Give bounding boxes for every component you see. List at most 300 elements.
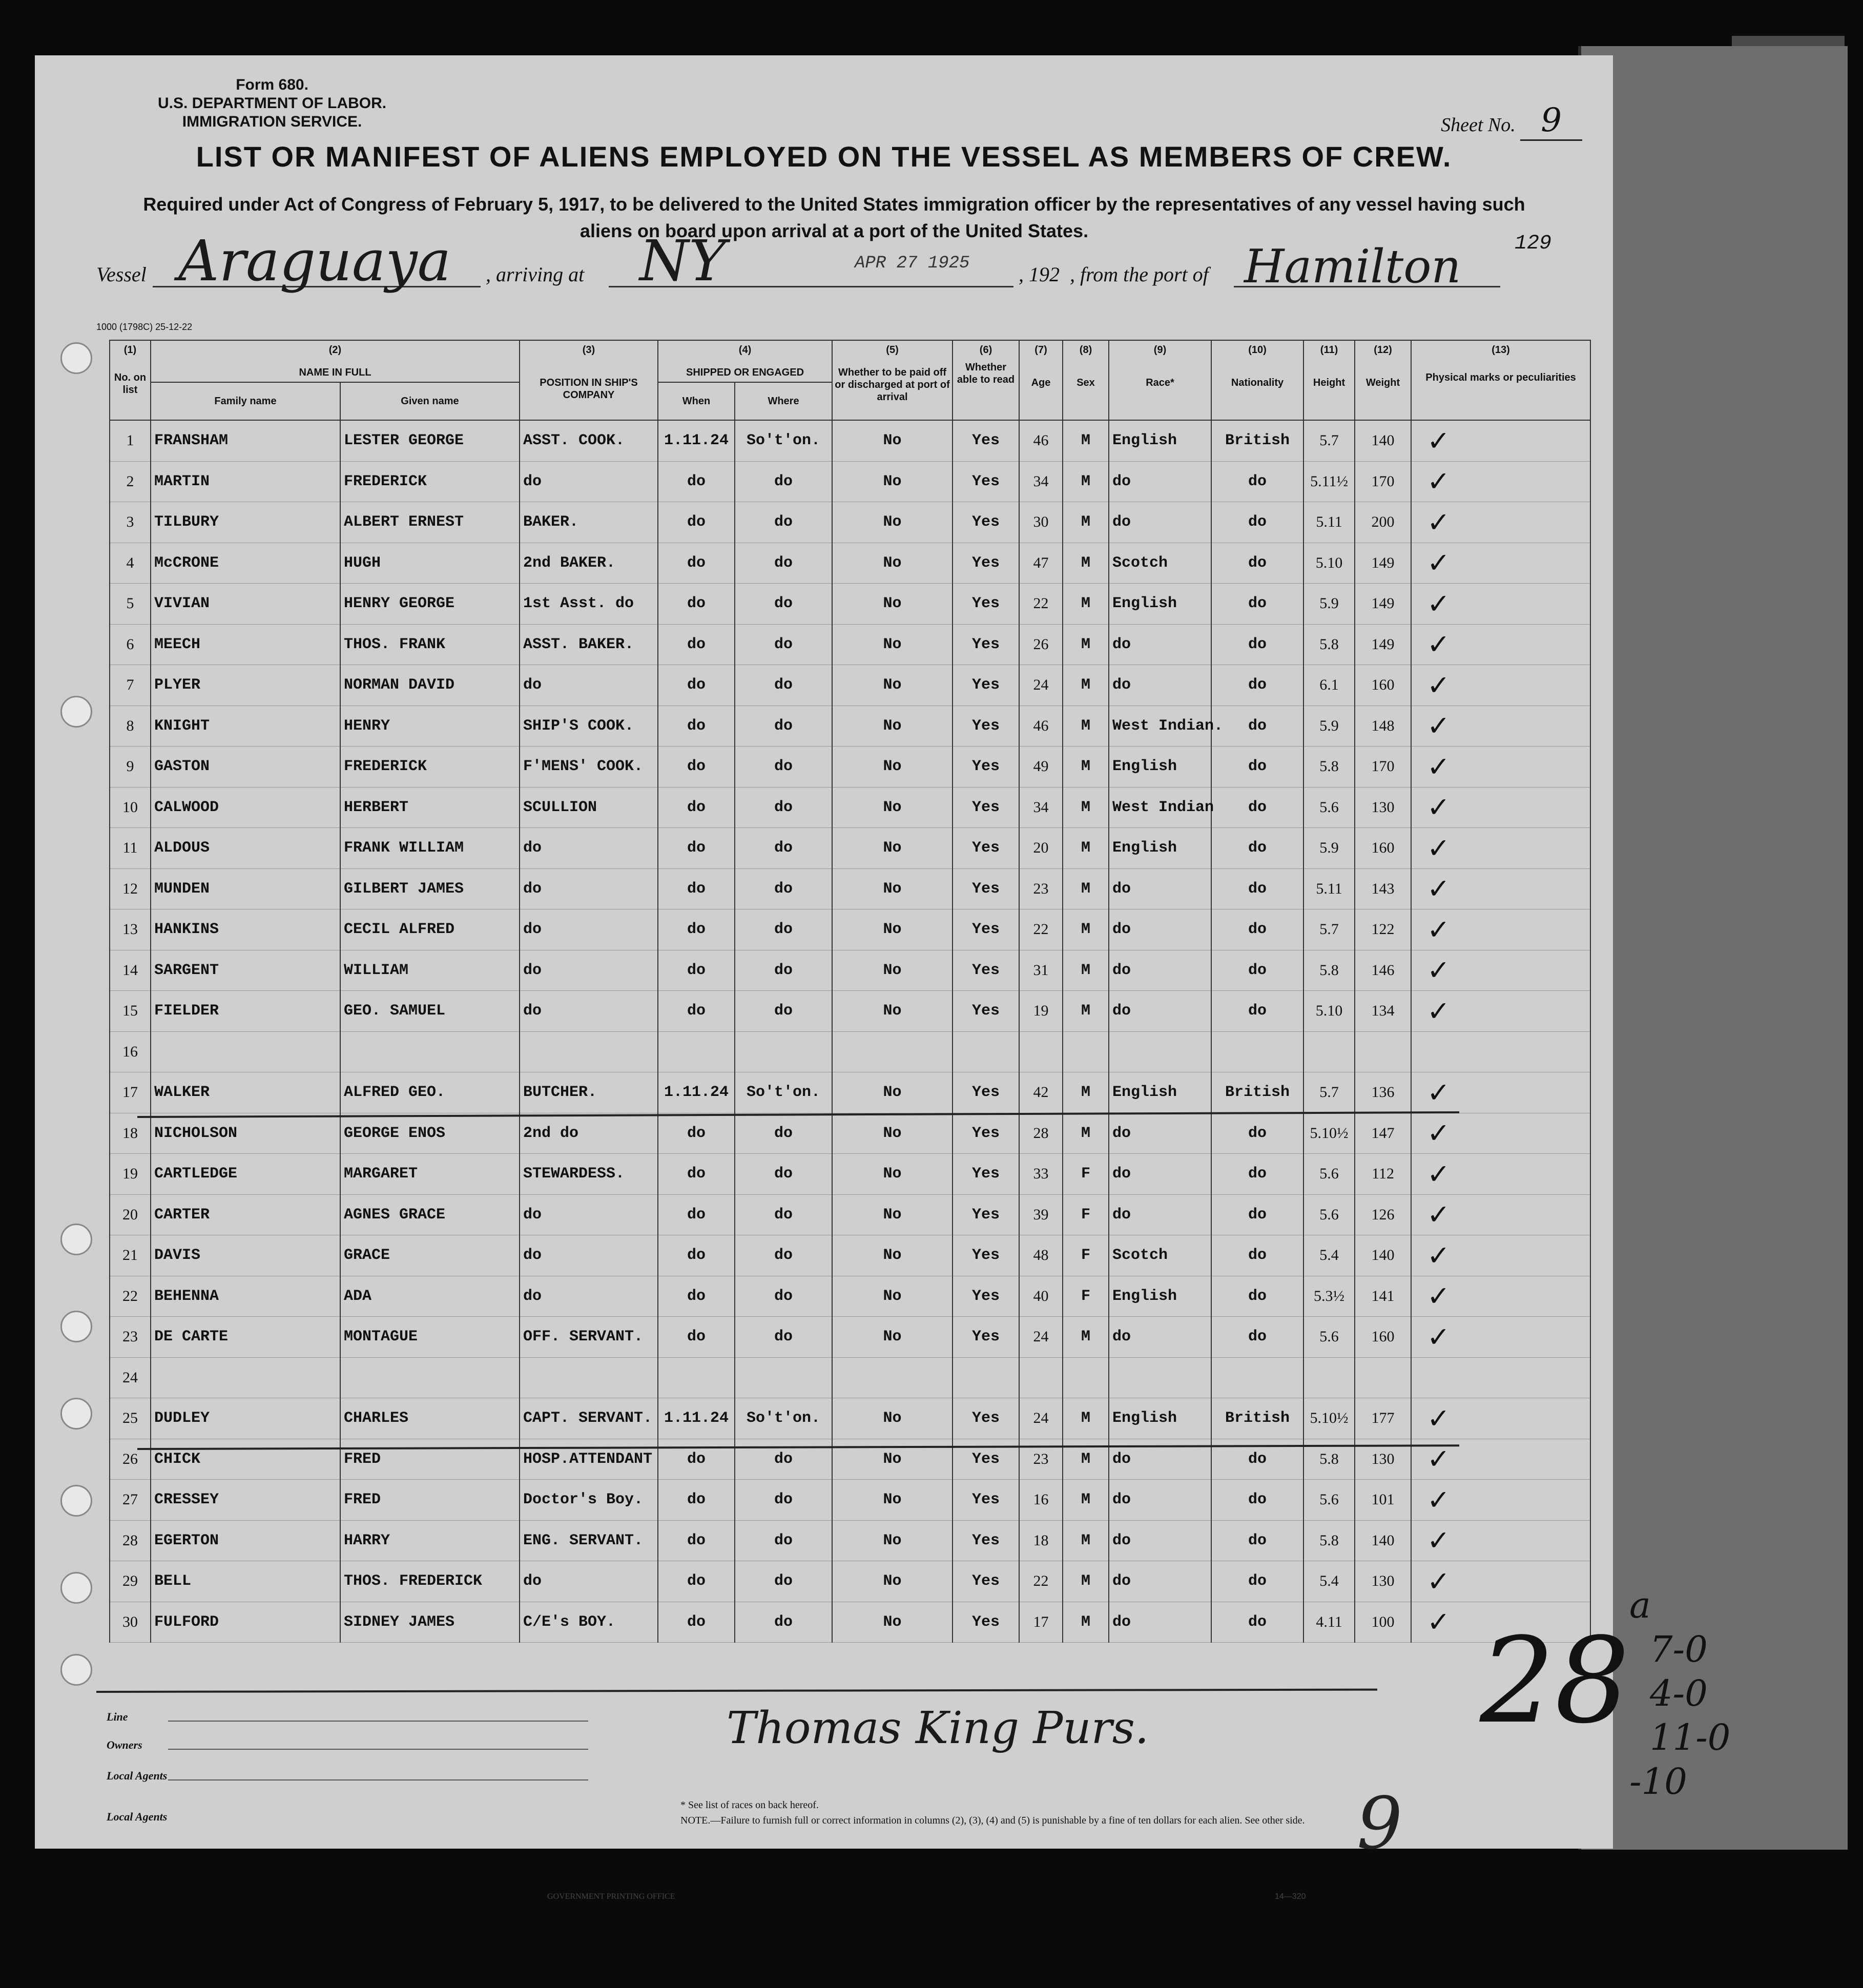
- table-row: [110, 950, 1590, 991]
- physical-marks-cell: ✓: [1411, 584, 1590, 625]
- position-cell: SCULLION: [520, 787, 658, 828]
- shipped-where-cell: So't'on.: [735, 420, 832, 461]
- physical-marks-cell: ✓: [1411, 950, 1590, 991]
- table-row: [110, 991, 1590, 1032]
- given-name-cell: THOS. FREDERICK: [340, 1561, 520, 1602]
- position-cell: SHIP'S COOK.: [520, 706, 658, 747]
- paid-off-cell: No: [832, 1072, 953, 1113]
- paid-off-cell: No: [832, 1439, 953, 1480]
- given-name-cell: ADA: [340, 1276, 520, 1317]
- from-port: Hamilton: [1244, 240, 1461, 294]
- end-of-list-line: [96, 1689, 1377, 1693]
- physical-marks-cell: ✓: [1411, 991, 1590, 1032]
- weight-cell: 160: [1355, 828, 1411, 869]
- sex-cell: M: [1063, 420, 1109, 461]
- position-cell: do: [520, 950, 658, 991]
- shipped-when-cell: do: [658, 1561, 735, 1602]
- physical-marks-cell: ✓: [1411, 706, 1590, 747]
- shipped-when-cell: do: [658, 747, 735, 788]
- shipped-when-cell: do: [658, 665, 735, 706]
- race-cell: Scotch: [1109, 543, 1211, 584]
- family-name-cell: MUNDEN: [151, 868, 340, 909]
- weight-cell: 134: [1355, 991, 1411, 1032]
- weight-cell: 149: [1355, 543, 1411, 584]
- able-to-read-cell: Yes: [953, 991, 1019, 1032]
- age-cell: 48: [1019, 1235, 1063, 1276]
- race-cell: do: [1109, 991, 1211, 1032]
- able-to-read-cell: Yes: [953, 950, 1019, 991]
- height-cell: 5.11: [1303, 502, 1355, 543]
- paid-off-cell: [832, 1031, 953, 1072]
- race-cell: [1109, 1357, 1211, 1398]
- shipped-when-cell: do: [658, 828, 735, 869]
- form-number: Form 680.: [236, 76, 308, 93]
- position-cell: do: [520, 1561, 658, 1602]
- race-cell: English: [1109, 1072, 1211, 1113]
- age-cell: 40: [1019, 1276, 1063, 1317]
- shipped-where-cell: do: [735, 1113, 832, 1154]
- given-name-cell: CHARLES: [340, 1398, 520, 1439]
- physical-marks-cell: ✓: [1411, 828, 1590, 869]
- races-note: * See list of races on back hereof.: [680, 1799, 819, 1811]
- shipped-when-cell: do: [658, 1439, 735, 1480]
- table-row: [110, 828, 1590, 869]
- paid-off-cell: No: [832, 543, 953, 584]
- paid-off-cell: No: [832, 991, 953, 1032]
- position-cell: F'MENS' COOK.: [520, 747, 658, 788]
- sex-cell: F: [1063, 1194, 1109, 1235]
- weight-cell: 160: [1355, 1317, 1411, 1358]
- shipped-when-cell: do: [658, 1520, 735, 1561]
- weight-cell: 126: [1355, 1194, 1411, 1235]
- shipped-where-cell: do: [735, 1276, 832, 1317]
- family-name-cell: CRESSEY: [151, 1480, 340, 1521]
- physical-marks-cell: ✓: [1411, 1276, 1590, 1317]
- table-row: [110, 787, 1590, 828]
- punch-hole: [60, 1398, 92, 1430]
- given-name-cell: FREDERICK: [340, 747, 520, 788]
- weight-cell: 101: [1355, 1480, 1411, 1521]
- sex-cell: M: [1063, 909, 1109, 950]
- row-number-cell: 28: [110, 1520, 151, 1561]
- weight-cell: 112: [1355, 1154, 1411, 1195]
- height-cell: 5.8: [1303, 1439, 1355, 1480]
- table-row: [110, 1072, 1590, 1113]
- age-cell: 24: [1019, 1317, 1063, 1358]
- age-cell: 46: [1019, 420, 1063, 461]
- shipped-when-cell: do: [658, 1480, 735, 1521]
- family-name-cell: FULFORD: [151, 1602, 340, 1643]
- family-name-cell: GASTON: [151, 747, 340, 788]
- physical-marks-cell: ✓: [1411, 624, 1590, 665]
- physical-marks-cell: [1411, 1031, 1590, 1072]
- age-cell: 22: [1019, 909, 1063, 950]
- height-cell: 4.11: [1303, 1602, 1355, 1643]
- weight-cell: [1355, 1357, 1411, 1398]
- weight-cell: 136: [1355, 1072, 1411, 1113]
- able-to-read-cell: Yes: [953, 1439, 1019, 1480]
- race-cell: English: [1109, 747, 1211, 788]
- able-to-read-cell: Yes: [953, 706, 1019, 747]
- able-to-read-cell: [953, 1031, 1019, 1072]
- nationality-cell: do: [1211, 1113, 1303, 1154]
- arriving-label: , arriving at: [486, 263, 585, 286]
- able-to-read-cell: Yes: [953, 1072, 1019, 1113]
- position-cell: [520, 1357, 658, 1398]
- physical-marks-cell: ✓: [1411, 1317, 1590, 1358]
- table-row: [110, 420, 1590, 461]
- printer-imprint: GOVERNMENT PRINTING OFFICE: [547, 1892, 675, 1901]
- underlying-page: [1578, 46, 1848, 1850]
- position-cell: BUTCHER.: [520, 1072, 658, 1113]
- position-cell: do: [520, 991, 658, 1032]
- col-header-height: (11) Height: [1303, 340, 1355, 420]
- col-header-position: (3) POSITION IN SHIP'S COMPANY: [520, 340, 658, 420]
- age-cell: 22: [1019, 1561, 1063, 1602]
- row-number-cell: 11: [110, 828, 151, 869]
- family-name-cell: [151, 1357, 340, 1398]
- row-number-cell: 27: [110, 1480, 151, 1521]
- paid-off-cell: No: [832, 828, 953, 869]
- weight-cell: 143: [1355, 868, 1411, 909]
- shipped-when-cell: do: [658, 1602, 735, 1643]
- height-cell: 5.8: [1303, 624, 1355, 665]
- nationality-cell: British: [1211, 1398, 1303, 1439]
- row-number-cell: 17: [110, 1072, 151, 1113]
- sex-cell: M: [1063, 828, 1109, 869]
- height-cell: 6.1: [1303, 665, 1355, 706]
- age-cell: 49: [1019, 747, 1063, 788]
- paid-off-cell: No: [832, 950, 953, 991]
- row-number-cell: 25: [110, 1398, 151, 1439]
- race-cell: do: [1109, 1480, 1211, 1521]
- shipped-when-cell: do: [658, 624, 735, 665]
- physical-marks-cell: ✓: [1411, 1439, 1590, 1480]
- family-name-cell: SARGENT: [151, 950, 340, 991]
- position-cell: ASST. COOK.: [520, 420, 658, 461]
- given-name-cell: SIDNEY JAMES: [340, 1602, 520, 1643]
- table-row: [110, 1561, 1590, 1602]
- race-cell: English: [1109, 1276, 1211, 1317]
- position-cell: do: [520, 461, 658, 502]
- punch-hole: [60, 1572, 92, 1604]
- weight-cell: 130: [1355, 1439, 1411, 1480]
- row-number-cell: 9: [110, 747, 151, 788]
- paid-off-cell: No: [832, 1520, 953, 1561]
- position-cell: do: [520, 909, 658, 950]
- age-cell: 33: [1019, 1154, 1063, 1195]
- weight-cell: 148: [1355, 706, 1411, 747]
- nationality-cell: do: [1211, 706, 1303, 747]
- paid-off-cell: No: [832, 1235, 953, 1276]
- shipped-when-cell: do: [658, 868, 735, 909]
- row-number-cell: 8: [110, 706, 151, 747]
- table-row: [110, 1194, 1590, 1235]
- able-to-read-cell: Yes: [953, 1561, 1019, 1602]
- weight-cell: 122: [1355, 909, 1411, 950]
- position-cell: do: [520, 868, 658, 909]
- nationality-cell: do: [1211, 747, 1303, 788]
- weight-cell: 149: [1355, 584, 1411, 625]
- physical-marks-cell: ✓: [1411, 502, 1590, 543]
- nationality-cell: do: [1211, 543, 1303, 584]
- family-name-cell: DAVIS: [151, 1235, 340, 1276]
- nationality-cell: do: [1211, 950, 1303, 991]
- table-row: [110, 868, 1590, 909]
- paid-off-cell: No: [832, 502, 953, 543]
- sex-cell: M: [1063, 747, 1109, 788]
- side-note-letter: a: [1629, 1584, 1651, 1626]
- shipped-when-cell: [658, 1031, 735, 1072]
- position-cell: CAPT. SERVANT.: [520, 1398, 658, 1439]
- punch-hole: [60, 1311, 92, 1342]
- able-to-read-cell: Yes: [953, 461, 1019, 502]
- able-to-read-cell: Yes: [953, 868, 1019, 909]
- age-cell: 28: [1019, 1113, 1063, 1154]
- given-name-cell: GILBERT JAMES: [340, 868, 520, 909]
- master-signature: Thomas King Purs.: [727, 1703, 1149, 1754]
- table-row: [110, 1520, 1590, 1561]
- given-name-cell: NORMAN DAVID: [340, 665, 520, 706]
- height-cell: 5.8: [1303, 950, 1355, 991]
- age-cell: 17: [1019, 1602, 1063, 1643]
- punch-hole: [60, 1224, 92, 1255]
- able-to-read-cell: Yes: [953, 665, 1019, 706]
- col-header-name: (2) NAME IN FULL: [151, 340, 520, 382]
- shipped-when-cell: 1.11.24: [658, 1398, 735, 1439]
- position-cell: C/E's BOY.: [520, 1602, 658, 1643]
- position-cell: do: [520, 1194, 658, 1235]
- nationality-cell: do: [1211, 828, 1303, 869]
- weight-cell: [1355, 1031, 1411, 1072]
- family-name-cell: CHICK: [151, 1439, 340, 1480]
- line-label: Line: [107, 1710, 128, 1723]
- crew-total-count: 28: [1480, 1613, 1630, 1750]
- race-cell: do: [1109, 1317, 1211, 1358]
- sex-cell: F: [1063, 1276, 1109, 1317]
- able-to-read-cell: Yes: [953, 624, 1019, 665]
- height-cell: 5.4: [1303, 1235, 1355, 1276]
- height-cell: 5.7: [1303, 909, 1355, 950]
- family-name-cell: MARTIN: [151, 461, 340, 502]
- sex-cell: M: [1063, 461, 1109, 502]
- family-name-cell: CARTLEDGE: [151, 1154, 340, 1195]
- physical-marks-cell: ✓: [1411, 1561, 1590, 1602]
- row-number-cell: 14: [110, 950, 151, 991]
- family-name-cell: EGERTON: [151, 1520, 340, 1561]
- family-name-cell: DUDLEY: [151, 1398, 340, 1439]
- sex-cell: M: [1063, 543, 1109, 584]
- shipped-where-cell: do: [735, 1439, 832, 1480]
- height-cell: 5.9: [1303, 706, 1355, 747]
- shipped-when-cell: do: [658, 1154, 735, 1195]
- family-name-cell: FRANSHAM: [151, 420, 340, 461]
- col-header-nationality: (10) Nationality: [1211, 340, 1303, 420]
- position-cell: HOSP.ATTENDANT: [520, 1439, 658, 1480]
- sex-cell: M: [1063, 950, 1109, 991]
- age-cell: 23: [1019, 868, 1063, 909]
- nationality-cell: do: [1211, 1602, 1303, 1643]
- sex-cell: M: [1063, 991, 1109, 1032]
- shipped-where-cell: do: [735, 1194, 832, 1235]
- physical-marks-cell: ✓: [1411, 1235, 1590, 1276]
- race-cell: [1109, 1031, 1211, 1072]
- shipped-where-cell: do: [735, 665, 832, 706]
- date-stamp: APR 27 1925: [855, 254, 970, 273]
- table-row: [110, 1113, 1590, 1154]
- race-cell: do: [1109, 665, 1211, 706]
- given-name-cell: ALFRED GEO.: [340, 1072, 520, 1113]
- form-code: 1000 (1798C) 25-12-22: [96, 322, 193, 332]
- paid-off-cell: No: [832, 706, 953, 747]
- nationality-cell: do: [1211, 868, 1303, 909]
- shipped-when-cell: do: [658, 502, 735, 543]
- position-cell: STEWARDESS.: [520, 1154, 658, 1195]
- table-row: [110, 1480, 1590, 1521]
- position-cell: do: [520, 828, 658, 869]
- family-name-cell: TILBURY: [151, 502, 340, 543]
- nationality-cell: do: [1211, 1235, 1303, 1276]
- nationality-cell: do: [1211, 787, 1303, 828]
- shipped-when-cell: [658, 1357, 735, 1398]
- nationality-cell: [1211, 1357, 1303, 1398]
- sex-cell: M: [1063, 868, 1109, 909]
- sex-cell: M: [1063, 502, 1109, 543]
- arriving-port: NY: [639, 228, 726, 294]
- height-cell: 5.3½: [1303, 1276, 1355, 1317]
- height-cell: 5.8: [1303, 747, 1355, 788]
- family-name-cell: ALDOUS: [151, 828, 340, 869]
- age-cell: 30: [1019, 502, 1063, 543]
- given-name-cell: THOS. FRANK: [340, 624, 520, 665]
- shipped-where-cell: do: [735, 1154, 832, 1195]
- side-note-value: 4-0: [1650, 1672, 1708, 1714]
- height-cell: 5.4: [1303, 1561, 1355, 1602]
- weight-cell: 130: [1355, 1561, 1411, 1602]
- shipped-where-cell: do: [735, 1317, 832, 1358]
- table-row: [110, 665, 1590, 706]
- sex-cell: M: [1063, 787, 1109, 828]
- row-number-cell: 19: [110, 1154, 151, 1195]
- nationality-cell: do: [1211, 1276, 1303, 1317]
- sex-cell: M: [1063, 1113, 1109, 1154]
- able-to-read-cell: Yes: [953, 787, 1019, 828]
- row-number-cell: 13: [110, 909, 151, 950]
- paid-off-cell: No: [832, 1480, 953, 1521]
- col-header-where: Where: [735, 382, 832, 420]
- sex-cell: M: [1063, 1561, 1109, 1602]
- page-number: 129: [1514, 232, 1551, 255]
- race-cell: English: [1109, 828, 1211, 869]
- sex-cell: M: [1063, 1072, 1109, 1113]
- weight-cell: 130: [1355, 787, 1411, 828]
- race-cell: do: [1109, 624, 1211, 665]
- age-cell: 39: [1019, 1194, 1063, 1235]
- shipped-when-cell: do: [658, 461, 735, 502]
- penalty-note: NOTE.—Failure to furnish full or correct information in columns (2), (3), (4) and (5) is punishable by a fine of ten dollars for each alien. See other side.: [680, 1815, 1305, 1826]
- given-name-cell: LESTER GEORGE: [340, 420, 520, 461]
- table-row: [110, 747, 1590, 788]
- row-number-cell: 18: [110, 1113, 151, 1154]
- given-name-cell: MONTAGUE: [340, 1317, 520, 1358]
- able-to-read-cell: Yes: [953, 502, 1019, 543]
- row-number-cell: 5: [110, 584, 151, 625]
- able-to-read-cell: Yes: [953, 1276, 1019, 1317]
- able-to-read-cell: Yes: [953, 1113, 1019, 1154]
- position-cell: do: [520, 665, 658, 706]
- table-row: [110, 584, 1590, 625]
- family-name-cell: KNIGHT: [151, 706, 340, 747]
- given-name-cell: CECIL ALFRED: [340, 909, 520, 950]
- weight-cell: 149: [1355, 624, 1411, 665]
- row-number-cell: 1: [110, 420, 151, 461]
- physical-marks-cell: ✓: [1411, 1072, 1590, 1113]
- shipped-where-cell: do: [735, 1235, 832, 1276]
- shipped-when-cell: do: [658, 1113, 735, 1154]
- given-name-cell: ALBERT ERNEST: [340, 502, 520, 543]
- family-name-cell: HANKINS: [151, 909, 340, 950]
- page-title: LIST OR MANIFEST OF ALIENS EMPLOYED ON THE VESSEL AS MEMBERS OF CREW.: [196, 140, 1452, 173]
- nationality-cell: do: [1211, 1317, 1303, 1358]
- nationality-cell: do: [1211, 1154, 1303, 1195]
- able-to-read-cell: Yes: [953, 828, 1019, 869]
- page-stamp: 9: [1357, 1782, 1403, 1866]
- height-cell: 5.8: [1303, 1520, 1355, 1561]
- family-name-cell: WALKER: [151, 1072, 340, 1113]
- given-name-cell: [340, 1357, 520, 1398]
- physical-marks-cell: ✓: [1411, 909, 1590, 950]
- shipped-where-cell: do: [735, 1520, 832, 1561]
- position-cell: BAKER.: [520, 502, 658, 543]
- family-name-cell: BEHENNA: [151, 1276, 340, 1317]
- physical-marks-cell: ✓: [1411, 1602, 1590, 1643]
- nationality-cell: do: [1211, 991, 1303, 1032]
- race-cell: West Indian.: [1109, 706, 1211, 747]
- punch-hole: [60, 696, 92, 728]
- height-cell: 5.9: [1303, 584, 1355, 625]
- table-row: [110, 1602, 1590, 1643]
- age-cell: 46: [1019, 706, 1063, 747]
- family-name-cell: CALWOOD: [151, 787, 340, 828]
- race-cell: do: [1109, 1194, 1211, 1235]
- row-number-cell: 4: [110, 543, 151, 584]
- sheet-number-field: [1441, 101, 1582, 139]
- local-agents-label-2: Local Agents: [107, 1810, 168, 1823]
- side-note-value: 7-0: [1650, 1628, 1708, 1670]
- manifest-page: [35, 55, 1630, 1901]
- paid-off-cell: No: [832, 868, 953, 909]
- given-name-cell: HERBERT: [340, 787, 520, 828]
- physical-marks-cell: ✓: [1411, 1113, 1590, 1154]
- col-header-weight: (12) Weight: [1355, 340, 1411, 420]
- nationality-cell: do: [1211, 461, 1303, 502]
- owners-label: Owners: [107, 1738, 142, 1751]
- height-cell: 5.10½: [1303, 1398, 1355, 1439]
- age-cell: 19: [1019, 991, 1063, 1032]
- able-to-read-cell: Yes: [953, 909, 1019, 950]
- nationality-cell: do: [1211, 502, 1303, 543]
- paid-off-cell: No: [832, 747, 953, 788]
- shipped-where-cell: do: [735, 584, 832, 625]
- col-header-no: (1) No. on list: [110, 340, 151, 420]
- race-cell: do: [1109, 1602, 1211, 1643]
- position-cell: ENG. SERVANT.: [520, 1520, 658, 1561]
- given-name-cell: FREDERICK: [340, 461, 520, 502]
- shipped-when-cell: do: [658, 909, 735, 950]
- paid-off-cell: No: [832, 584, 953, 625]
- family-name-cell: VIVIAN: [151, 584, 340, 625]
- shipped-where-cell: do: [735, 828, 832, 869]
